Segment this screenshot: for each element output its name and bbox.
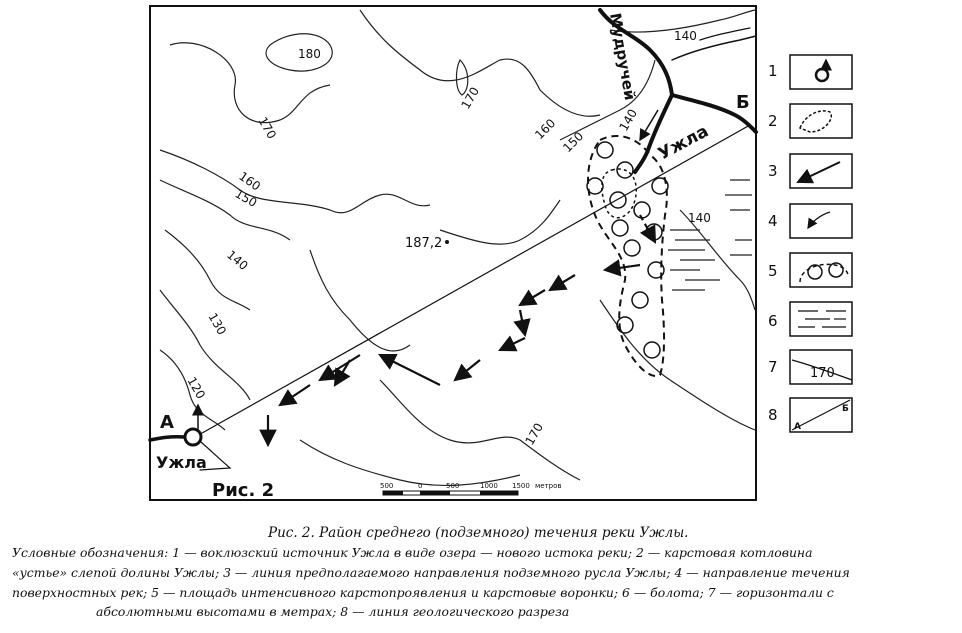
section-line-ab xyxy=(195,125,750,437)
legend xyxy=(768,55,852,432)
spring-icon xyxy=(816,60,828,81)
underground-channel-icon xyxy=(798,162,840,182)
contour-label: 150 xyxy=(232,186,260,211)
contour-label: 150 xyxy=(560,129,587,156)
river-label-mudruchey: Мудручей xyxy=(606,11,640,102)
contour-lines xyxy=(160,10,755,485)
contour-label: 130 xyxy=(205,310,229,338)
scale-unit: метров xyxy=(535,482,562,490)
karst-hollow-icon xyxy=(800,111,831,132)
legend-box xyxy=(790,204,852,238)
scale-tick: 500 xyxy=(380,482,394,490)
contour-label: 170 xyxy=(255,114,279,142)
caption-line: «устье» слепой долины Ужлы; 3 — линия предполагаемого направления подземного русла Ужлы; 4 — направление течения xyxy=(12,565,850,580)
figure-label: Рис. 2 xyxy=(212,480,275,501)
point-b-label: Б xyxy=(736,92,750,113)
scale-tick: 500 xyxy=(446,482,460,490)
sinkholes xyxy=(587,142,668,358)
contour-label: 140 xyxy=(224,247,251,274)
karst-area-boundary xyxy=(588,136,667,376)
scale-tick: 1000 xyxy=(480,482,498,490)
legend-section-b: Б xyxy=(842,404,849,414)
spring-icon xyxy=(185,405,201,445)
river-label-uzhla: Ужла xyxy=(654,121,712,165)
legend-contour-label: 170 xyxy=(810,366,835,381)
height-point-label: 187,2 xyxy=(405,236,443,251)
legend-num: 2 xyxy=(768,112,778,130)
contour-label: 170 xyxy=(458,84,483,112)
surface-flow-icon xyxy=(808,212,830,228)
scale-tick: 0 xyxy=(418,482,423,490)
legend-num: 7 xyxy=(768,358,778,376)
caption-line: Условные обозначения: 1 — воклюзский источник Ужла в виде озера — нового истока реки; 2 — карстовая котловина xyxy=(12,545,813,560)
legend-num: 8 xyxy=(768,406,778,424)
legend-section-a: А xyxy=(794,422,801,432)
contour-label: 140 xyxy=(616,106,641,134)
rivers xyxy=(150,10,756,470)
contour-label: 160 xyxy=(532,116,559,143)
legend-box xyxy=(790,55,852,89)
point-a-label: А xyxy=(160,412,174,433)
elevation-point-dot xyxy=(445,240,449,244)
caption-line: поверхностных рек; 5 — площадь интенсивного карстопроявления и карстовые воронки; 6 — болота; 7 — горизонтали с xyxy=(12,585,834,600)
scale-tick: 1500 xyxy=(512,482,530,490)
caption-title: Рис. 2. Район среднего (подземного) течения реки Ужлы. xyxy=(268,525,689,541)
legend-num: 6 xyxy=(768,312,778,330)
marsh-icon xyxy=(798,311,846,327)
contour-label: 160 xyxy=(236,168,264,194)
river-label-uzhla-lower: Ужла xyxy=(156,453,207,472)
contour-label: 140 xyxy=(688,211,711,225)
contour-label: 140 xyxy=(674,29,697,43)
marsh-area xyxy=(668,180,752,290)
legend-num: 1 xyxy=(768,62,778,80)
legend-num: 3 xyxy=(768,162,778,180)
contour-label: 170 xyxy=(522,420,547,448)
legend-box xyxy=(790,104,852,138)
legend-num: 5 xyxy=(768,262,778,280)
legend-num: 4 xyxy=(768,212,778,230)
underground-channel-arrows xyxy=(268,215,655,445)
contour-label: 180 xyxy=(298,47,321,61)
contour-label: 120 xyxy=(184,374,208,402)
caption-line: абсолютными высотами в метрах; 8 — линия геологического разреза xyxy=(96,604,570,619)
